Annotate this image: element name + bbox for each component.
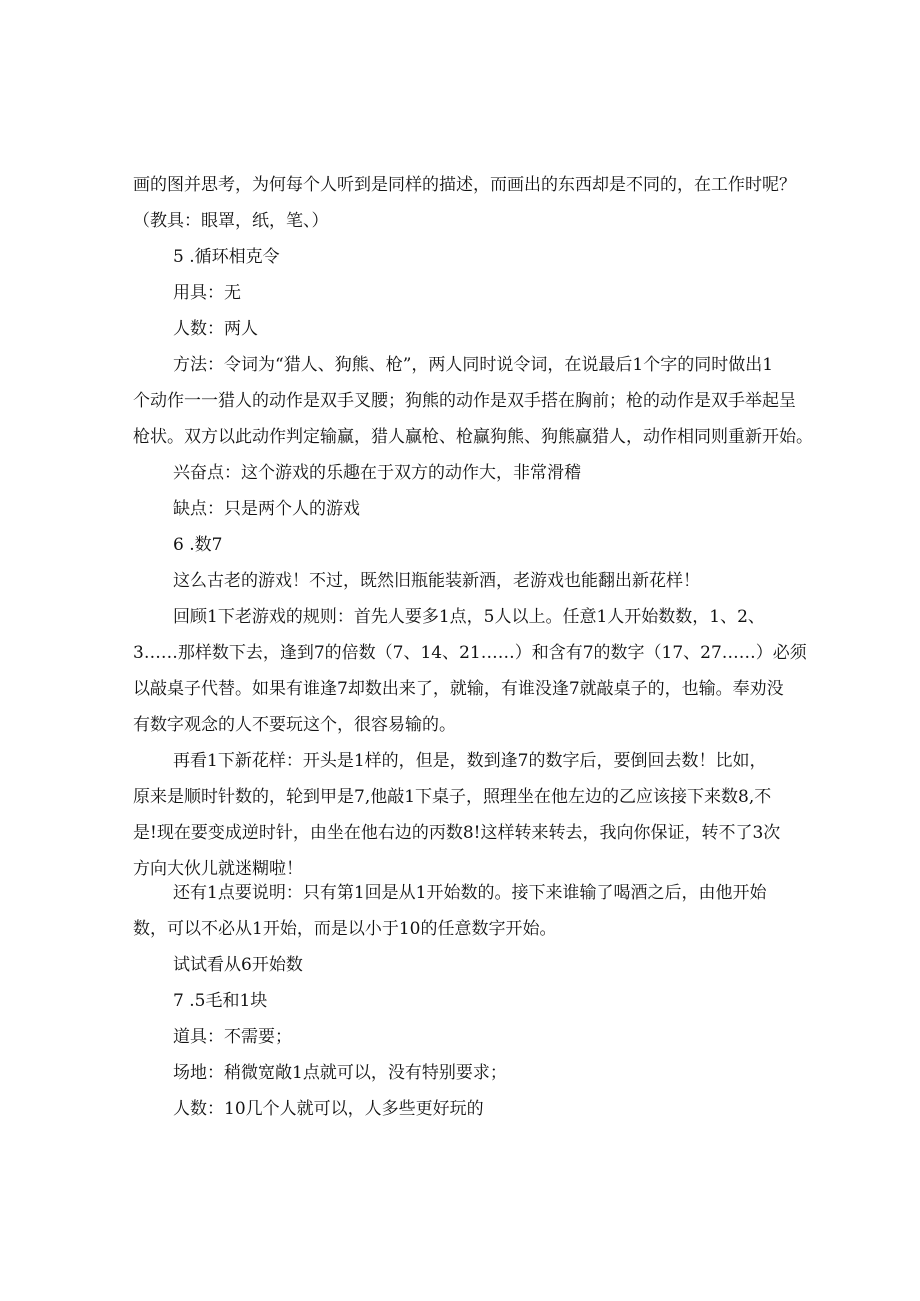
text-line: 3……那样数下去，逢到7的倍数（7、14、21……）和含有7的数字（17、27……）必须 [133, 643, 807, 663]
paragraph-method [133, 347, 813, 455]
paragraph-players [133, 311, 793, 347]
text-line: 人数：10几个人就可以，人多些更好玩的 [173, 1099, 484, 1119]
heading-text: 6 .数7 [173, 535, 223, 555]
text-line: 个动作一一猎人的动作是双手叉腰；狗熊的动作是双手搭在胸前；枪的动作是双手举起呈 [133, 391, 796, 411]
heading-text: 5 .循环相克令 [173, 247, 280, 267]
text-line: 道具：不需要； [173, 1027, 292, 1047]
text-line: 是!现在要变成逆时针，由坐在他右边的丙数8!这样转来转去，我向你保证，转不了3次 [133, 823, 781, 843]
paragraph-player-count [133, 1091, 793, 1127]
text-line: （教具：眼罩，纸，笔、） [133, 211, 329, 231]
text-line: 试试看从6开始数 [173, 955, 303, 975]
text-line: 再看1下新花样：开头是1样的，但是，数到逢7的数字后，要倒回去数！比如， [173, 751, 767, 771]
text-line: 回顾1下老游戏的规则：首先人要多1点，5人以上。任意1人开始数数，1、2、 [173, 607, 765, 627]
paragraph-props [133, 1019, 793, 1055]
text-line: 方法：令词为“猎人、狗熊、枪”，两人同时说令词，在说最后1个字的同时做出1 [173, 355, 774, 375]
paragraph-excitement [133, 455, 793, 491]
paragraph-new-variation [133, 743, 793, 887]
text-line: 场地：稍微宽敞1点就可以，没有特别要求； [173, 1063, 507, 1083]
paragraph-drawing-reflection [133, 167, 796, 239]
text-line: 数，可以不必从1开始，而是以小于10的任意数字开始。 [133, 919, 557, 939]
paragraph-tools [133, 275, 793, 311]
paragraph-try [133, 947, 793, 983]
section-heading-6 [133, 527, 793, 563]
section-heading-7 [133, 983, 793, 1019]
text-line: 这么古老的游戏！不过，既然旧瓶能装新酒，老游戏也能翻出新花样！ [173, 571, 700, 591]
paragraph-venue [133, 1055, 793, 1091]
text-line: 缺点：只是两个人的游戏 [173, 499, 360, 519]
text-line: 原来是顺时针数的，轮到甲是7,他敲1下桌子，照理坐在他左边的乙应该接下来数8,不 [133, 787, 772, 807]
text-line: 人数：两人 [173, 319, 258, 339]
section-heading-5 [133, 239, 793, 275]
paragraph-intro [133, 563, 793, 599]
text-line: 方向大伙儿就迷糊啦！ [133, 859, 303, 879]
heading-text: 7 .5毛和1块 [173, 991, 268, 1011]
text-line: 兴奋点：这个游戏的乐趣在于双方的动作大，非常滑稽 [173, 463, 581, 483]
paragraph-drawback [133, 491, 793, 527]
text-line: 画的图并思考，为何每个人听到是同样的描述，而画出的东西却是不同的，在工作时呢？ [133, 175, 796, 195]
text-line: 用具：无 [173, 283, 241, 303]
paragraph-old-rules [133, 599, 807, 743]
paragraph-note [133, 875, 793, 947]
text-line: 还有1点要说明：只有第1回是从1开始数的。接下来谁输了喝酒之后，由他开始 [173, 883, 767, 903]
text-line: 枪状。双方以此动作判定输赢，猎人赢枪、枪赢狗熊、狗熊赢猎人，动作相同则重新开始。 [133, 427, 813, 447]
text-line: 以敲桌子代替。如果有谁逢7却数出来了，就输，有谁没逢7就敲桌子的，也输。奉劝没 [133, 679, 784, 699]
text-line: 有数字观念的人不要玩这个，很容易输的。 [133, 715, 456, 735]
